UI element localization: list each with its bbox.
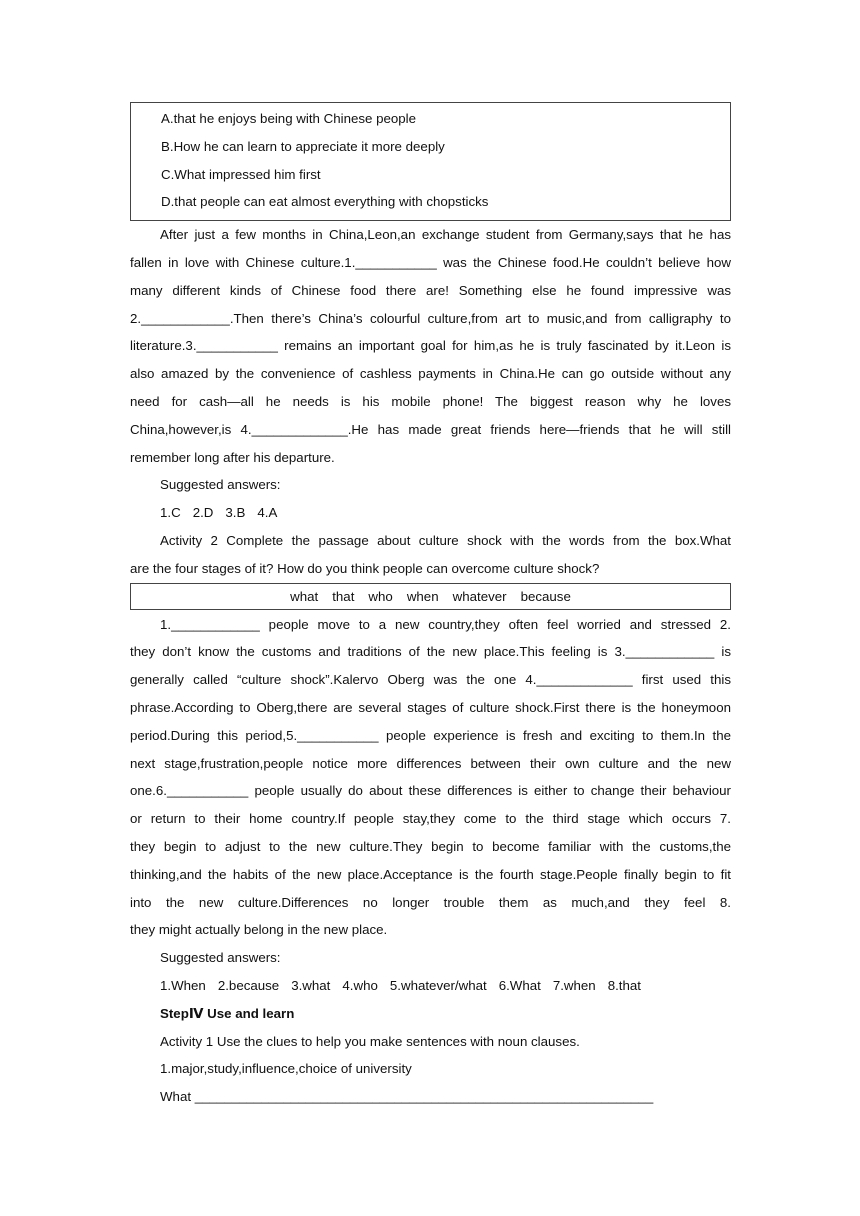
word-box-item: whatever xyxy=(452,588,507,604)
activity-1-instruction: Activity 1 Use the clues to help you make sentences with noun clauses. xyxy=(160,1033,580,1049)
passage-1-line: literature.3.___________ remains an important goal for him,as he is truly fascinated by it.Leon is xyxy=(130,338,731,354)
suggested-answers-2 xyxy=(130,972,731,1000)
passage-2-line: one.6.___________ people usually do about these differences is either to change their behaviour xyxy=(130,783,731,799)
passage-2-line: period.During this period,5.___________ people experience is fresh and exciting to them.In the xyxy=(130,727,731,743)
word-box xyxy=(130,583,731,610)
suggested-answers-label: Suggested answers: xyxy=(160,477,281,493)
answer-item: 6.What xyxy=(498,977,541,993)
passage-1-line: need for cash—all he needs is his mobile phone! The biggest reason why he loves xyxy=(130,393,731,409)
passage-1-line: fallen in love with Chinese culture.1.___________ was the Chinese food.He couldn’t believe how xyxy=(130,254,731,270)
passage-1-line: many different kinds of Chinese food there are! Something else he found impressive was xyxy=(130,282,731,298)
passage-2-line: they might actually belong in the new place. xyxy=(130,922,388,938)
activity-2-instruction-cont: are the four stages of it? How do you think people can overcome culture shock? xyxy=(130,560,600,576)
option-d: D.that people can eat almost everything with chopsticks xyxy=(161,194,489,210)
passage-1-line: 2.____________.Then there’s China’s colourful culture,from art to music,and from calligraphy to xyxy=(130,310,731,326)
answer-item: 4.who xyxy=(342,977,378,993)
word-box-item: because xyxy=(520,588,571,604)
suggested-answers-1 xyxy=(130,499,731,527)
activity-2-instruction: Activity 2 Complete the passage about culture shock with the words from the box.What xyxy=(160,532,731,548)
passage-1-line: remember long after his departure. xyxy=(130,449,335,465)
answer-item: 8.that xyxy=(607,977,641,993)
options-box xyxy=(130,102,731,221)
clue-1: 1.major,study,influence,choice of university xyxy=(160,1061,412,1077)
answer-item: 2.because xyxy=(217,977,280,993)
answer-item: 3.what xyxy=(291,977,331,993)
answer-item: 1.C xyxy=(160,505,181,521)
suggested-answers-label-2: Suggested answers: xyxy=(160,950,281,966)
passage-2 xyxy=(130,611,731,945)
passage-2-line: or return to their home country.If people stay,they come to the third stage which occurs 7. xyxy=(130,811,731,827)
answer-item: 7.when xyxy=(552,977,596,993)
word-box-item: when xyxy=(406,588,439,604)
answer-item: 2.D xyxy=(192,505,214,521)
answer-item: 4.A xyxy=(257,505,278,521)
option-c: C.What impressed him first xyxy=(161,166,321,182)
answer-item: 5.whatever/what xyxy=(389,977,487,993)
passage-2-line: generally called “culture shock”.Kalervo Oberg was the one 4._____________ first used this xyxy=(130,672,731,688)
step-4-heading: StepⅣ Use and learn xyxy=(160,1005,295,1021)
answer-item: 1.When xyxy=(160,977,206,993)
option-a: A.that he enjoys being with Chinese people xyxy=(161,111,417,126)
passage-1-line: After just a few months in China,Leon,an exchange student from Germany,says that he has xyxy=(160,227,731,243)
passage-1 xyxy=(130,221,731,471)
document-page xyxy=(130,102,731,1111)
passage-1-line: also amazed by the convenience of cashless payments in China.He can go outside without any xyxy=(130,366,731,382)
word-box-item: who xyxy=(368,588,393,604)
passage-2-line: into the new culture.Differences no longer trouble them as much,and they feel 8. xyxy=(130,894,731,910)
passage-1-line: China,however,is 4._____________.He has made great friends here—friends that he will still xyxy=(130,421,731,437)
answer-blank-line: What ______________________________________________________________ xyxy=(160,1089,654,1105)
word-box-item: that xyxy=(332,588,355,604)
passage-2-line: next stage,frustration,people notice more differences between their own culture and the new xyxy=(130,755,731,771)
passage-2-line: phrase.According to Oberg,there are several stages of culture shock.First there is the honeymoon xyxy=(130,699,731,715)
option-b: B.How he can learn to appreciate it more deeply xyxy=(161,138,445,154)
passage-2-line: thinking,and the habits of the new place.Acceptance is the fourth stage.People finally begin to fit xyxy=(130,866,731,882)
word-box-item: what xyxy=(290,588,319,604)
answer-item: 3.B xyxy=(225,505,246,521)
passage-2-line: they don’t know the customs and traditions of the new place.This feeling is 3.____________ is xyxy=(130,644,731,660)
passage-2-line: they begin to adjust to the new culture.They begin to become familiar with the customs,the xyxy=(130,838,731,854)
passage-2-line: 1.____________ people move to a new country,they often feel worried and stressed 2. xyxy=(160,616,731,632)
